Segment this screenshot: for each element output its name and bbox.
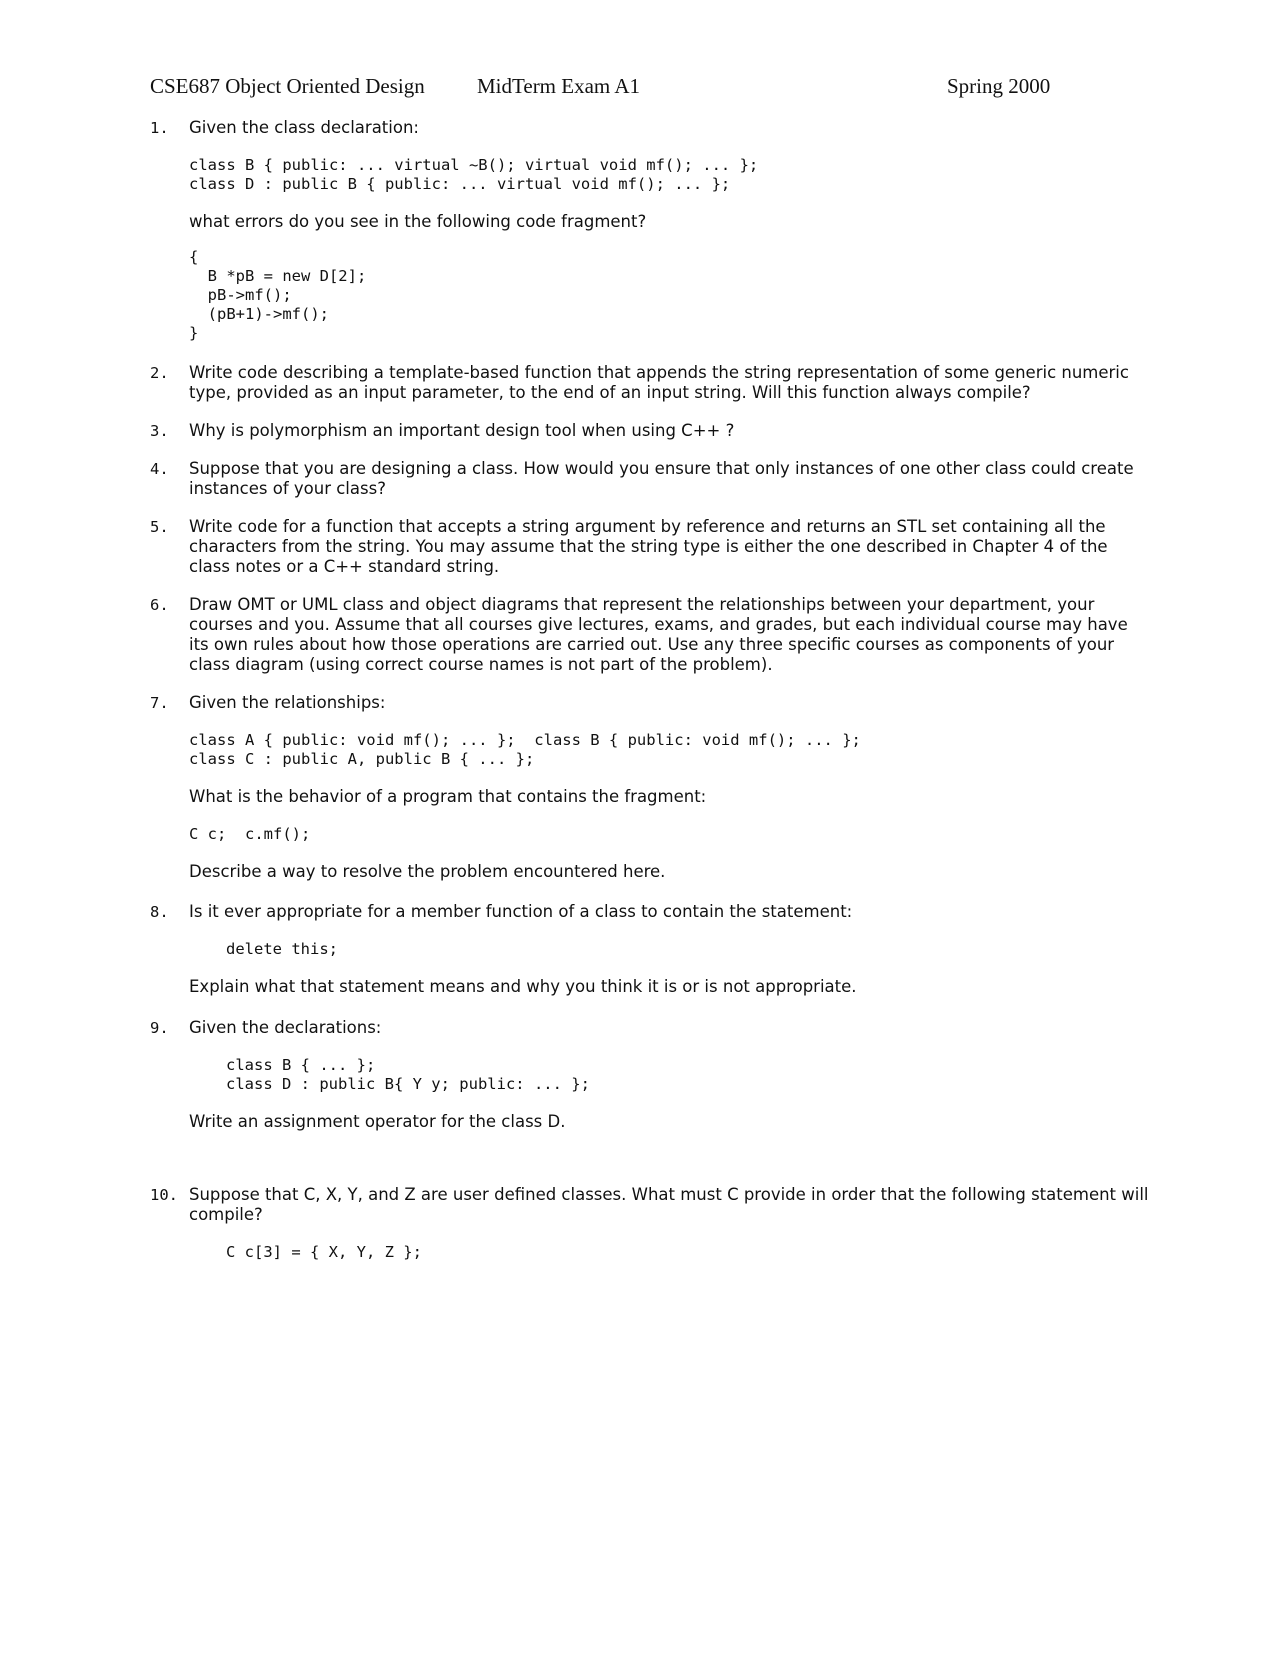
code-block: delete this; <box>226 940 338 958</box>
question-text: Describe a way to resolve the problem encountered here. <box>189 862 666 881</box>
question-number: 8. <box>150 903 169 921</box>
code-block: C c; c.mf(); <box>189 825 311 843</box>
question-number: 6. <box>150 596 169 614</box>
question-number: 9. <box>150 1019 169 1037</box>
code-block: class B { public: ... virtual ~B(); virtual void mf(); ... }; class D : public B { public: ... virtual void mf(); ... }; <box>189 156 759 193</box>
question-text: Given the relationships: <box>189 693 386 712</box>
question-text: Suppose that C, X, Y, and Z are user defined classes. What must C provide in order that the following statement will compile? <box>189 1185 1149 1224</box>
question-number: 5. <box>150 518 169 536</box>
course-title: CSE687 Object Oriented Design <box>150 74 425 98</box>
question-text: Suppose that you are designing a class. How would you ensure that only instances of one other class could create instances of your class? <box>189 459 1134 498</box>
exam-term: Spring 2000 <box>947 74 1051 98</box>
code-block: class B { ... }; class D : public B{ Y y; public: ... }; <box>226 1056 590 1093</box>
question-list <box>150 118 1150 1262</box>
question-8 <box>150 902 1150 997</box>
question-text: Given the declarations: <box>189 1018 382 1037</box>
question-6 <box>150 595 1150 675</box>
question-text: Write an assignment operator for the class D. <box>189 1112 566 1131</box>
question-9 <box>150 1018 1150 1132</box>
question-text: Write code for a function that accepts a string argument by reference and returns an STL set containing all the characters from the string. You may assume that the string type is either the one described in Chapter 4 of the class notes or a C++ standard string. <box>189 517 1108 576</box>
question-text: Given the class declaration: <box>189 118 419 137</box>
question-number: 1. <box>150 119 169 137</box>
question-7 <box>150 693 1150 882</box>
question-text: what errors do you see in the following code fragment? <box>189 212 647 231</box>
question-1 <box>150 118 1150 343</box>
page-header <box>150 74 1050 104</box>
question-5 <box>150 517 1150 577</box>
question-number: 7. <box>150 694 169 712</box>
question-text: Write code describing a template-based function that appends the string representation of some generic numeric type, provided as an input parameter, to the end of an input string. Will this function always compile? <box>189 363 1129 402</box>
question-number: 10. <box>150 1186 178 1204</box>
question-text: Draw OMT or UML class and object diagrams that represent the relationships between your department, your courses and you. Assume that all courses give lectures, exams, and grades, but each individual course may have its own rules about how those operations are carried out. Use any three specific courses as components of your class diagram (using correct course names is not part of the problem). <box>189 595 1128 674</box>
code-block: C c[3] = { X, Y, Z }; <box>226 1243 422 1261</box>
question-3 <box>150 421 1150 441</box>
question-text: Is it ever appropriate for a member function of a class to contain the statement: <box>189 902 853 921</box>
question-2 <box>150 363 1150 403</box>
exam-title: MidTerm Exam A1 <box>477 74 641 98</box>
code-block: class A { public: void mf(); ... }; class B { public: void mf(); ... }; class C : public A, public B { ... }; <box>189 731 861 768</box>
question-10 <box>150 1185 1150 1262</box>
question-number: 2. <box>150 364 169 382</box>
question-text: Why is polymorphism an important design tool when using C++ ? <box>189 421 735 440</box>
question-text: Explain what that statement means and why you think it is or is not appropriate. <box>189 977 857 996</box>
question-text: What is the behavior of a program that contains the fragment: <box>189 787 707 806</box>
question-number: 4. <box>150 460 169 478</box>
question-number: 3. <box>150 422 169 440</box>
code-block: { B *pB = new D[2]; pB->mf(); (pB+1)->mf(); } <box>189 248 367 342</box>
question-4 <box>150 459 1150 499</box>
